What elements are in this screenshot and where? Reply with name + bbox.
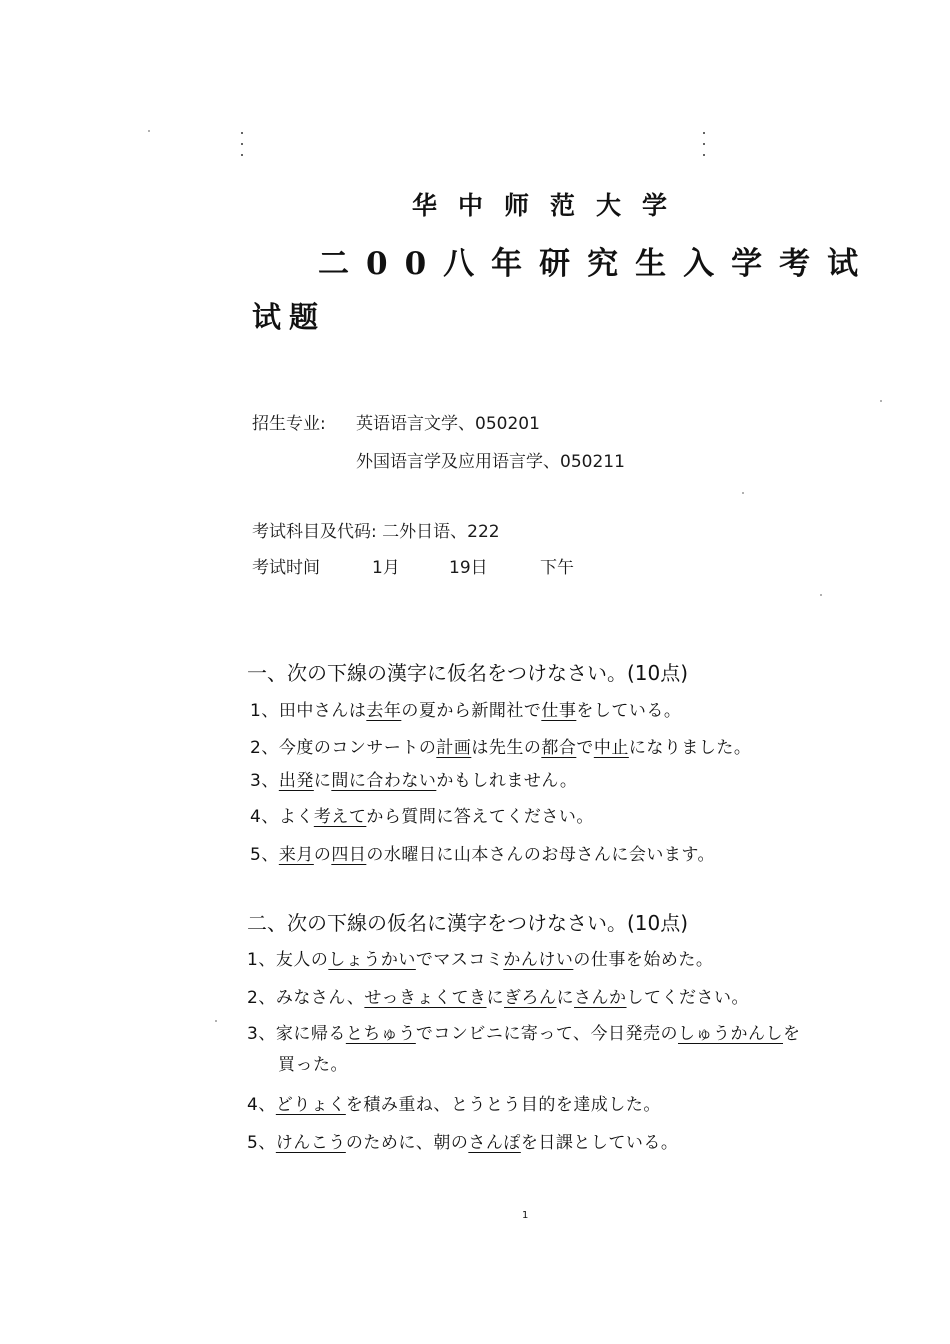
underlined-term: とちゅう: [345, 1024, 416, 1044]
question-number: 3、: [250, 771, 279, 791]
question-text: でマスコミ: [415, 950, 504, 970]
question-text: のために、朝の: [345, 1133, 469, 1153]
question-text: をしている。: [576, 701, 682, 721]
binding-dots-right: [703, 132, 705, 165]
scan-speck: [148, 130, 150, 132]
section1-heading: 一、次の下線の漢字に仮名をつけなさい。(10点): [247, 661, 689, 685]
underlined-term: 都合: [541, 738, 577, 758]
question-line: [247, 1090, 661, 1115]
major-label: 招生专业:: [252, 414, 326, 434]
underlined-term: しょうかい: [328, 950, 416, 970]
scan-speck: [215, 1020, 217, 1022]
question-text: 買った。: [278, 1055, 348, 1075]
question-text: 田中さんは: [278, 701, 367, 721]
scan-speck: [880, 400, 882, 402]
question-line: [250, 766, 577, 791]
time-period: 下午: [540, 558, 574, 578]
scan-speck: [820, 594, 822, 596]
underlined-term: かんけい: [503, 950, 574, 970]
question-text: を: [783, 1024, 801, 1044]
underlined-term: さんぽ: [468, 1133, 521, 1153]
question-text: みなさん、: [275, 988, 365, 1008]
question-line: [250, 696, 681, 721]
question-number: 3、: [247, 1024, 276, 1044]
underlined-term: ぎろん: [504, 988, 557, 1008]
question-line: [250, 840, 715, 865]
question-text: 今度のコンサートの: [278, 738, 437, 758]
university-name: 华中师范大学: [412, 191, 689, 220]
question-text: の仕事を始めた。: [573, 950, 714, 970]
underlined-term: 出発: [278, 771, 314, 791]
question-number: 4、: [247, 1095, 276, 1115]
underlined-term: 計画: [436, 738, 472, 758]
underlined-term: しゅうかんし: [678, 1024, 783, 1044]
question-number: 5、: [250, 845, 279, 865]
question-line: [247, 1019, 801, 1044]
underlined-term: 来月: [278, 845, 314, 865]
exam-title: 二00八年研究生入学考试: [318, 246, 876, 282]
question-text: よく: [278, 807, 314, 827]
question-text: で: [576, 738, 594, 758]
question-text: してください。: [626, 988, 750, 1008]
question-text: を日課としている。: [520, 1133, 679, 1153]
question-text: になりました。: [628, 738, 752, 758]
exam-subtitle: 试题: [252, 300, 327, 334]
question-text: に: [556, 988, 575, 1008]
question-text: 友人の: [275, 950, 329, 970]
question-text: から質問に答えてください。: [366, 807, 594, 827]
time-day: 19日: [449, 558, 488, 578]
question-number: 4、: [250, 807, 279, 827]
question-text: は先生の: [471, 738, 542, 758]
underlined-term: 考えて: [313, 807, 367, 827]
question-number: 2、: [250, 738, 279, 758]
question-text: を積み重ね、とうとう目的を達成した。: [345, 1095, 661, 1115]
question-number: 1、: [250, 701, 279, 721]
question-text: に: [486, 988, 505, 1008]
time-month: 1月: [372, 558, 400, 578]
underlined-term: 去年: [366, 701, 402, 721]
question-line: [247, 945, 713, 970]
question-text: の夏から新聞社で: [401, 701, 542, 721]
underlined-term: 四日: [331, 845, 367, 865]
binding-dots-left: [241, 132, 243, 165]
question-text: 家に帰る: [275, 1024, 346, 1044]
underlined-term: 仕事: [541, 701, 577, 721]
question-line: [278, 1050, 348, 1075]
major-line-1: 英语语言文学、050201: [356, 414, 540, 434]
section2-heading: 二、次の下線の仮名に漢字をつけなさい。(10点): [247, 911, 689, 935]
underlined-term: 中止: [593, 738, 629, 758]
question-text: かもしれません。: [436, 771, 578, 791]
question-text: に: [313, 771, 332, 791]
question-line: [250, 733, 751, 758]
underlined-term: どりょく: [275, 1095, 346, 1115]
question-number: 1、: [247, 950, 276, 970]
question-number: 5、: [247, 1133, 276, 1153]
question-text: の: [313, 845, 332, 865]
question-line: [247, 1128, 678, 1153]
time-label: 考试时间: [252, 558, 320, 578]
question-number: 2、: [247, 988, 276, 1008]
question-text: でコンビニに寄って、今日発売の: [415, 1024, 678, 1044]
scan-speck: [742, 492, 744, 494]
page-number: 1: [522, 1210, 529, 1221]
subject-line: 考试科目及代码: 二外日语、222: [252, 522, 500, 542]
underlined-term: せっきょくてき: [364, 988, 487, 1008]
question-line: [250, 802, 594, 827]
underlined-term: 間に合わない: [331, 771, 437, 791]
underlined-term: さんか: [574, 988, 627, 1008]
question-text: の水曜日に山本さんのお母さんに会います。: [366, 845, 715, 865]
underlined-term: けんこう: [275, 1133, 346, 1153]
major-line-2: 外国语言学及应用语言学、050211: [356, 452, 625, 472]
question-line: [247, 983, 749, 1008]
